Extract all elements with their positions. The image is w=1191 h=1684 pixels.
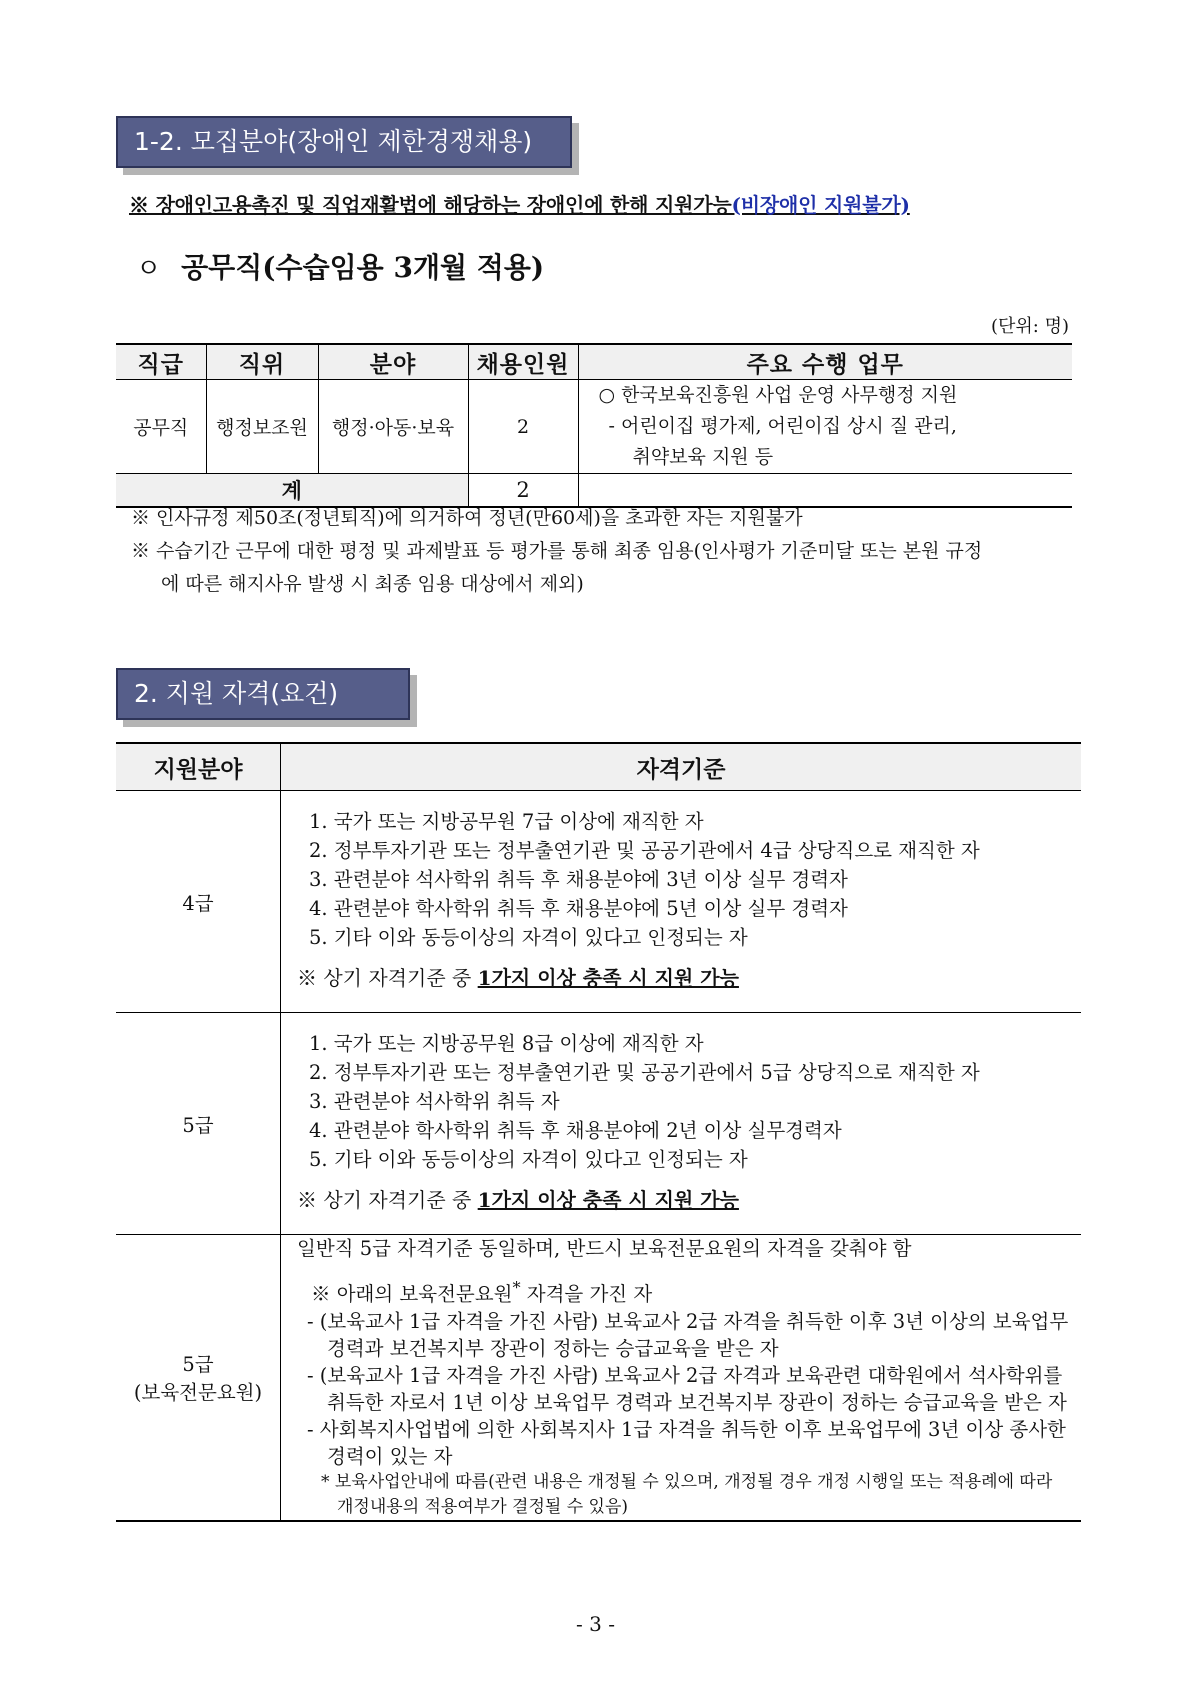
header-field: 분야 [318, 344, 468, 380]
criteria-item: 1. 국가 또는 지방공무원 7급 이상에 재직한 자 [309, 810, 704, 833]
criteria-sublabel [297, 1274, 1081, 1308]
criteria-list [297, 791, 1081, 952]
criteria-item: 3. 관련분야 석사학위 취득 자 [309, 1090, 560, 1113]
cell-position: 행정보조원 [206, 380, 318, 474]
note-line: 에 따른 해지사유 발생 시 최종 임용 대상에서 제외) [161, 573, 584, 595]
criteria-list [297, 1013, 1081, 1174]
notice-main: ※ 장애인고용촉진 및 직업재활법에 해당하는 장애인에 한해 지원가능 [129, 193, 732, 217]
table-row [116, 791, 1081, 1013]
criteria-item: 1. 국가 또는 지방공무원 8급 이상에 재직한 자 [309, 1032, 704, 1055]
unit-label: (단위: 명) [991, 316, 1069, 337]
criteria-item: - (보육교사 1급 자격을 가진 사람) 보육교사 2급 자격과 보육관련 대학원에서 석사학위를 취득한 자로서 1년 이상 보육업무 경력과 보건복지부 장관이 정하는 승급교육을 받은 자 [307, 1363, 1067, 1414]
cell-criteria [281, 791, 1082, 1013]
cell-field: 5급 [116, 1013, 281, 1235]
criteria-note [297, 952, 1081, 1003]
section-title-recruitment: 1-2. 모집분야(장애인 제한경쟁채용) [116, 116, 572, 168]
criteria-item: 2. 정부투자기관 또는 정부출연기관 및 공공기관에서 5급 상당직으로 재직한 자 [309, 1061, 980, 1084]
criteria-item: 3. 관련분야 석사학위 취득 후 채용분야에 3년 이상 실무 경력자 [309, 868, 848, 891]
subsection-heading [136, 246, 544, 286]
field-sub: (보육전문요원) [133, 1381, 263, 1405]
criteria-item: 5. 기타 이와 동등이상의 자격이 있다고 인정되는 자 [309, 926, 748, 949]
table-row [116, 380, 1072, 474]
cell-grade: 공무직 [116, 380, 206, 474]
notice-highlight: (비장애인 지원불가) [731, 193, 910, 217]
cell-criteria [281, 1235, 1082, 1521]
recruitment-table [116, 343, 1072, 508]
field-name: 5급 [182, 1353, 214, 1377]
cell-field: 행정·아동·보육 [318, 380, 468, 474]
header-duties: 주요 수행 업무 [578, 344, 1072, 380]
table-header-row [116, 344, 1072, 380]
qualifications-table [116, 742, 1081, 1522]
header-grade: 직급 [116, 344, 206, 380]
header-position: 직위 [206, 344, 318, 380]
section-title-qualifications: 2. 지원 자격(요건) [116, 668, 410, 720]
bullet-icon: ㅇ [136, 254, 162, 284]
criteria-intro: 일반직 5급 자격기준 동일하며, 반드시 보육전문요원의 자격을 갖춰야 함 [297, 1237, 912, 1260]
note-line: ※ 수습기간 근무에 대한 평정 및 과제발표 등 평가를 통해 최종 임용(인사평가 기준미달 또는 본원 규정 [131, 540, 983, 562]
sublabel-text: ※ 아래의 보육전문요원 [311, 1282, 513, 1306]
table-header-row [116, 743, 1081, 791]
footnote-mark: * [512, 1278, 521, 1297]
note-emphasis: 1가지 이상 충족 시 지원 가능 [477, 1188, 739, 1212]
criteria-item: 5. 기타 이와 동등이상의 자격이 있다고 인정되는 자 [309, 1148, 748, 1171]
subsection-title: 공무직(수습임용 3개월 적용) [181, 251, 545, 284]
footnote: * 보육사업안내에 따름(관련 내용은 개정될 수 있으며, 개정될 경우 개정 시행일 또는 적용례에 따라 개정내용의 적용여부가 결정될 수 있음) [321, 1471, 1053, 1517]
criteria-note [297, 1174, 1081, 1225]
notes [131, 502, 1077, 601]
header-field: 지원분야 [116, 743, 281, 791]
note-line: ※ 인사규정 제50조(정년퇴직)에 의거하여 정년(만60세)을 초과한 자는 지원불가 [131, 507, 803, 529]
cell-criteria [281, 1013, 1082, 1235]
table-row [116, 1235, 1081, 1521]
note-prefix: ※ 상기 자격기준 중 [297, 966, 478, 990]
criteria-item: - 사회복지사업법에 의한 사회복지사 1급 자격을 취득한 이후 보육업무에 3년 이상 종사한 경력이 있는 자 [307, 1417, 1066, 1468]
cell-field: 4급 [116, 791, 281, 1013]
page-number: - 3 - [576, 1612, 615, 1636]
table-row [116, 1013, 1081, 1235]
note-emphasis: 1가지 이상 충족 시 지원 가능 [477, 966, 739, 990]
cell-field [116, 1235, 281, 1521]
header-criteria: 자격기준 [281, 743, 1082, 791]
criteria-item: - (보육교사 1급 자격을 가진 사람) 보육교사 2급 자격을 취득한 이후 3년 이상의 보육업무 경력과 보건복지부 장관이 정하는 승급교육을 받은 자 [307, 1309, 1069, 1360]
sublabel-end: 자격을 가진 자 [520, 1282, 653, 1306]
cell-duties [578, 380, 1072, 474]
total-label: 계 [116, 474, 468, 508]
criteria-item: 2. 정부투자기관 또는 정부출연기관 및 공공기관에서 4급 상당직으로 재직한 자 [309, 839, 980, 862]
duty-line: ○ 한국보육진흥원 사업 운영 사무행정 지원 [598, 384, 958, 406]
criteria-item: 4. 관련분야 학사학위 취득 후 채용분야에 2년 이상 실무경력자 [309, 1119, 842, 1142]
eligibility-notice [129, 189, 910, 218]
header-count: 채용인원 [468, 344, 578, 380]
cell-count: 2 [468, 380, 578, 474]
note-prefix: ※ 상기 자격기준 중 [297, 1188, 478, 1212]
duty-line: 취약보육 지원 등 [632, 446, 774, 468]
total-count: 2 [468, 474, 578, 508]
duty-line: - 어린이집 평가제, 어린이집 상시 질 관리, [608, 415, 957, 437]
criteria-item: 4. 관련분야 학사학위 취득 후 채용분야에 5년 이상 실무 경력자 [309, 897, 848, 920]
